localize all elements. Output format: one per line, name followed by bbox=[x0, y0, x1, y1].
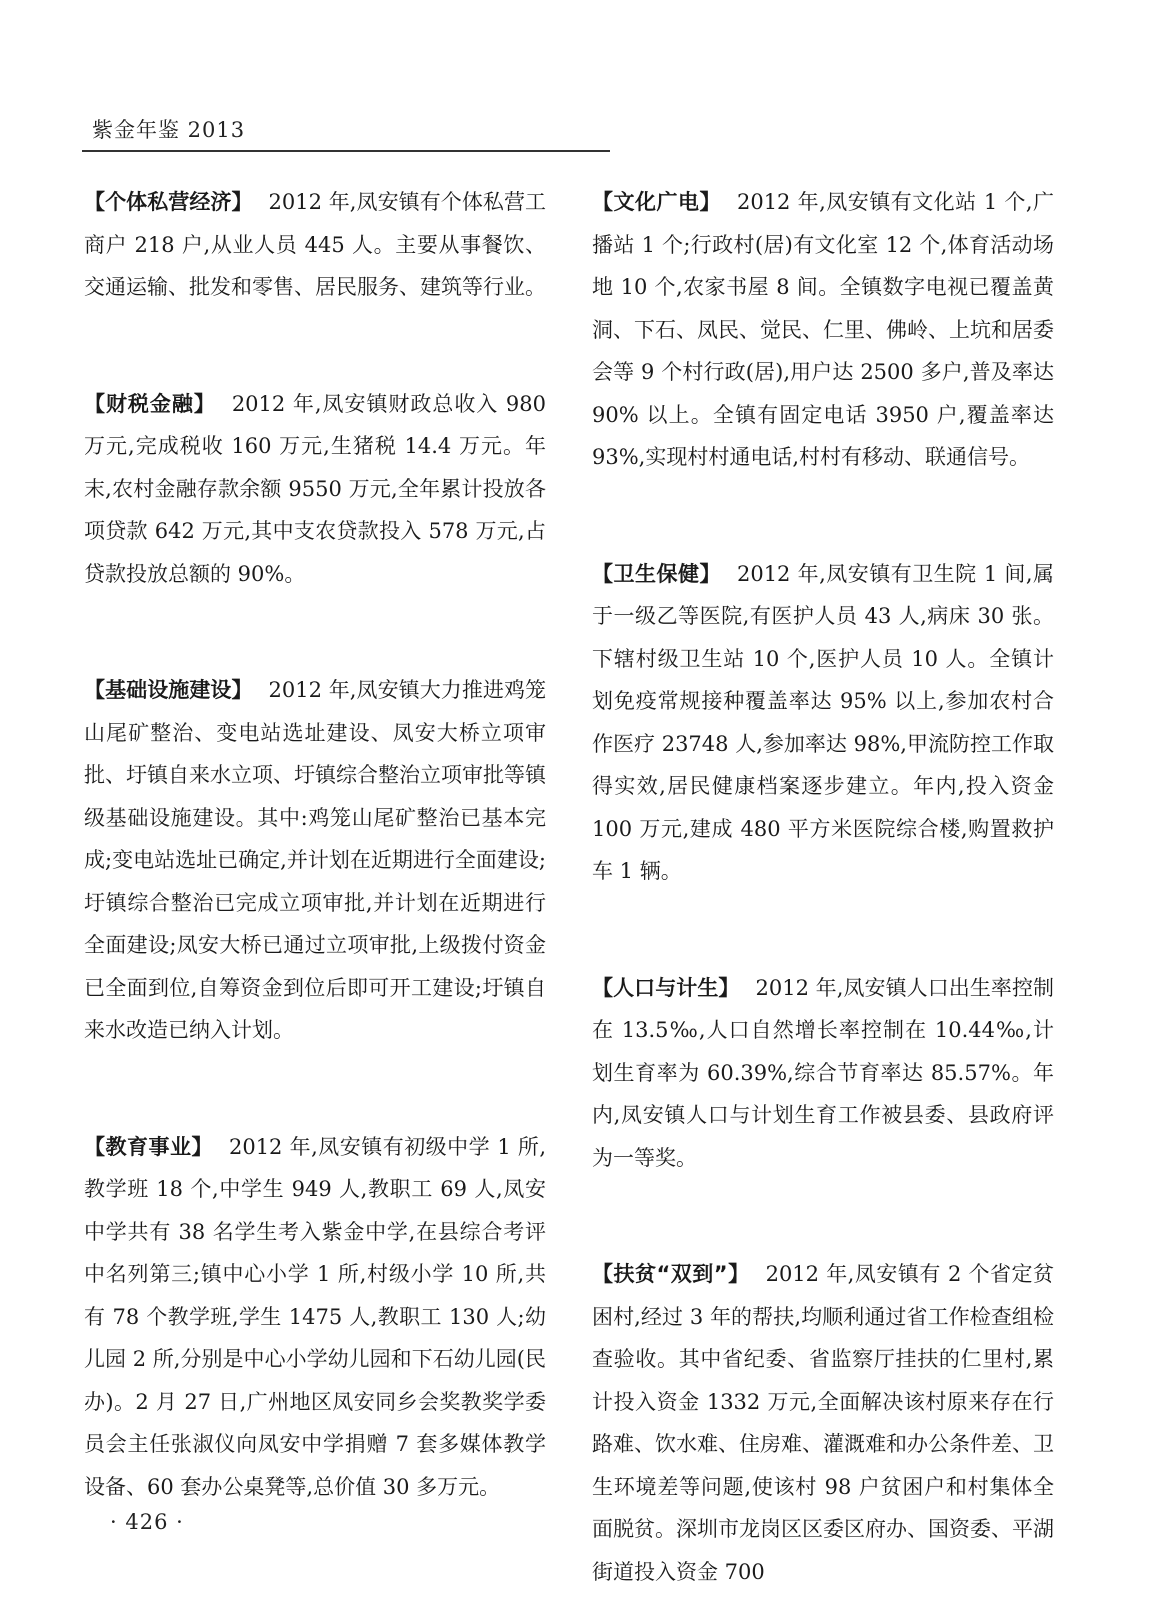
bracket-open: 【 bbox=[84, 1134, 106, 1159]
bracket-close: 】 bbox=[718, 975, 740, 1000]
entry-infrastructure bbox=[84, 669, 546, 1052]
running-header: 紫金年鉴 2013 bbox=[92, 118, 246, 142]
entry-text: 2012 年,凤安镇人口出生率控制在 13.5‰,人口自然增长率控制在 10.44‰,计划生育率为 60.39%,综合节育率达 85.57%。年内,凤安镇人口与计划生育工作被县委、县政府评为一等奖。 bbox=[592, 975, 1055, 1170]
entry-finance-tax bbox=[84, 383, 546, 596]
entry-text: 2012 年,凤安镇有卫生院 1 间,属于一级乙等医院,有医护人员 43 人,病床 30 张。下辖村级卫生站 10 个,医护人员 10 人。全镇计划免疫常规接种覆盖率达 95% 以上,参加农村合作医疗 23748 人,参加率达 98%,甲流防控工作取得实效,居民健康档案逐步建立。年内,投入资金 100 万元,建成 480 平方米医院综合楼,购置救护车 1 辆。 bbox=[592, 561, 1055, 883]
entry-title: 基础设施建设 bbox=[105, 678, 232, 702]
entry-text: 2012 年,凤安镇大力推进鸡笼山尾矿整治、变电站选址建设、凤安大桥立项审批、圩镇自来水立项、圩镇综合整治立项审批等镇级基础设施建设。其中:鸡笼山尾矿整治已基本完成;变电站选址已确定,并计划在近期进行全面建设;圩镇综合整治已完成立项审批,并计划在近期进行全面建设;凤安大桥已通过立项审批,上级拨付资金已全面到位,自筹资金到位后即可开工建设;圩镇自来水改造已纳入计划。 bbox=[84, 678, 547, 1042]
bracket-close: 】 bbox=[699, 190, 721, 214]
bracket-open: 【 bbox=[592, 190, 614, 214]
entry-heading bbox=[592, 976, 739, 1000]
left-column bbox=[84, 181, 546, 1508]
entry-poverty-alleviation bbox=[592, 1253, 1054, 1593]
entry-health-care bbox=[592, 553, 1054, 893]
entry-title: 卫生保健 bbox=[613, 561, 700, 586]
bracket-close: 】 bbox=[193, 391, 216, 416]
entry-title: 财税金融 bbox=[105, 391, 194, 416]
entry-heading bbox=[592, 562, 721, 586]
entry-title: 扶贫“双到” bbox=[613, 1262, 728, 1286]
bracket-open: 【 bbox=[84, 391, 106, 416]
bracket-open: 【 bbox=[592, 975, 614, 1000]
entry-text: 2012 年,凤安镇财政总收入 980 万元,完成税收 160 万元,生猪税 14.4 万元。年末,农村金融存款余额 9550 万元,全年累计投放各项贷款 642 万元,其中支农贷款投入 578 万元,占贷款投放总额的 90%。 bbox=[84, 391, 546, 586]
entry-heading bbox=[84, 678, 253, 702]
bracket-close: 】 bbox=[231, 190, 253, 214]
bracket-open: 【 bbox=[592, 1262, 614, 1286]
entry-text: 2012 年,凤安镇有文化站 1 个,广播站 1 个;行政村(居)有文化室 12 个,体育活动场地 10 个,农家书屋 8 间。全镇数字电视已覆盖黄洞、下石、凤民、觉民、仁里、佛岭、上坑和居委会等 9 个村行政(居),用户达 2500 多户,普及率达 90% 以上。全镇有固定电话 3950 户,覆盖率达 93%,实现村村通电话,村村有移动、联通信号。 bbox=[592, 190, 1055, 469]
bracket-close: 】 bbox=[699, 561, 721, 586]
header-rule bbox=[82, 150, 610, 152]
page-number: · 426 · bbox=[110, 1510, 184, 1534]
entry-text: 2012 年,凤安镇有 2 个省定贫困村,经过 3 年的帮扶,均顺利通过省工作检查组检查验收。其中省纪委、省监察厅挂扶的仁里村,累计投入资金 1332 万元,全面解决该村原来存在行路难、饮水难、住房难、灌溉难和办公条件差、卫生环境差等问题,使该村 98 户贫困户和村集体全面脱贫。深圳市龙岗区区委区府办、国资委、平湖街道投入资金 700 bbox=[592, 1262, 1055, 1584]
entry-text: 2012 年,凤安镇有初级中学 1 所,教学班 18 个,中学生 949 人,教职工 69 人,凤安中学共有 38 名学生考入紫金中学,在县综合考评中名列第三;镇中心小学 1 所,村级小学 10 所,共有 78 个教学班,学生 1475 人,教职工 130 人;幼儿园 2 所,分别是中心小学幼儿园和下石幼儿园(民办)。2 月 27 日,广州地区凤安同乡会奖教奖学委员会主任张淑仪向凤安中学捐赠 7 套多媒体教学设备、60 套办公桌凳等,总价值 30 多万元。 bbox=[84, 1134, 547, 1499]
right-column bbox=[592, 181, 1054, 1593]
bracket-open: 【 bbox=[84, 190, 106, 214]
entry-heading bbox=[592, 1262, 750, 1286]
entry-title: 个体私营经济 bbox=[105, 190, 232, 214]
bracket-open: 【 bbox=[84, 678, 106, 702]
entry-heading bbox=[84, 392, 216, 416]
entry-title: 人口与计生 bbox=[613, 975, 719, 1000]
entry-individual-private-economy bbox=[84, 181, 546, 309]
bracket-close: 】 bbox=[191, 1134, 213, 1159]
entry-heading bbox=[592, 190, 721, 214]
entry-education bbox=[84, 1126, 546, 1509]
entry-population-planning bbox=[592, 967, 1054, 1180]
bracket-close: 】 bbox=[231, 678, 253, 702]
entry-heading bbox=[84, 1135, 213, 1159]
entry-heading bbox=[84, 190, 253, 214]
entry-title: 教育事业 bbox=[105, 1134, 192, 1159]
entry-text: 2012 年,凤安镇有个体私营工商户 218 户,从业人员 445 人。主要从事餐饮、交通运输、批发和零售、居民服务、建筑等行业。 bbox=[84, 190, 547, 299]
bracket-close: 】 bbox=[727, 1262, 750, 1286]
entry-culture-broadcast bbox=[592, 181, 1054, 479]
bracket-open: 【 bbox=[592, 561, 614, 586]
entry-title: 文化广电 bbox=[613, 190, 700, 214]
